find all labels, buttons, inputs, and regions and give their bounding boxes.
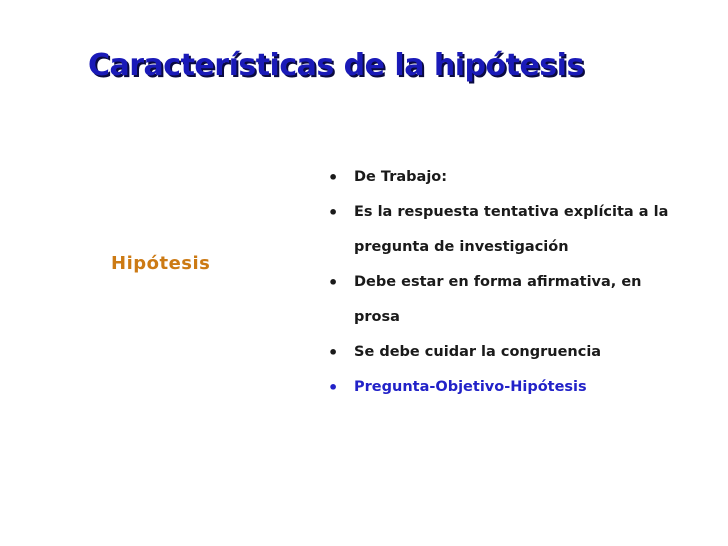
bullet-item-pregunta-objetivo-hipotesis [326, 370, 686, 405]
bullet-dot-icon: • [328, 343, 339, 362]
bullet-item-forma-afirmativa [326, 265, 686, 335]
bullet-dot-icon: • [328, 273, 339, 292]
slide-title: Características de la hipótesis [88, 48, 584, 83]
bullet-item-de-trabajo [326, 160, 686, 195]
bullet-text: De Trabajo: [354, 169, 448, 185]
bullet-item-congruencia [326, 335, 686, 370]
bullet-list [326, 160, 686, 405]
bullet-text: Se debe cuidar la congruencia [354, 344, 602, 360]
topic-label: Hipótesis [111, 253, 211, 274]
bullet-text: Debe estar en forma afirmativa, en prosa [354, 274, 642, 325]
bullet-dot-icon: • [328, 378, 339, 397]
bullet-dot-icon: • [328, 168, 339, 187]
bullet-dot-icon: • [328, 203, 339, 222]
bullet-text: Es la respuesta tentativa explícita a la pregunta de investigación [354, 204, 669, 255]
bullet-text: Pregunta-Objetivo-Hipótesis [354, 379, 587, 395]
bullet-item-respuesta-tentativa [326, 195, 686, 265]
